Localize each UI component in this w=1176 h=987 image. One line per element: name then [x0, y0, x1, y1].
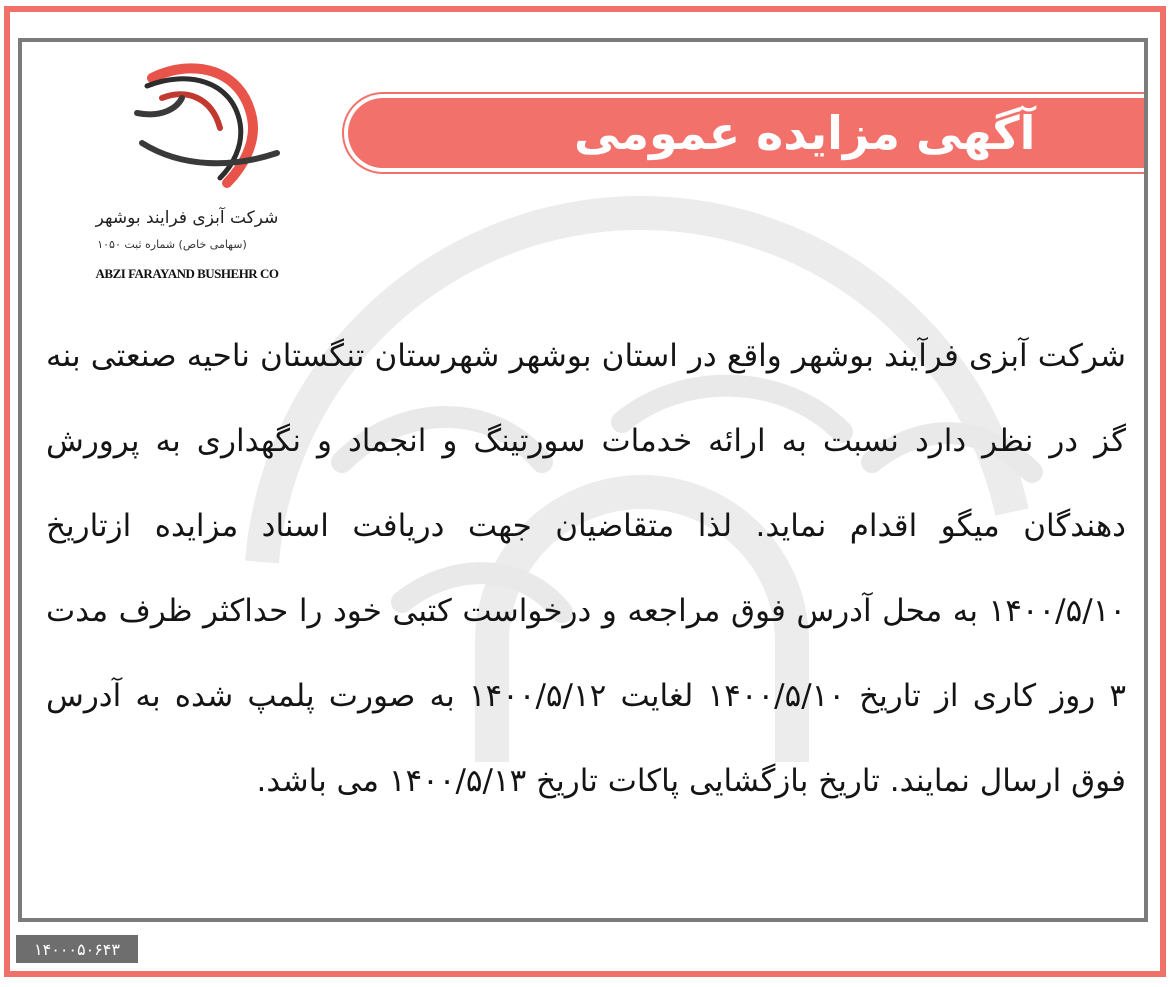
- page-title: آگهی مزایده عمومی: [574, 106, 1036, 160]
- company-registration: (سهامی خاص) شماره ثبت ۱۰۵۰: [97, 238, 247, 251]
- notice-frame: [18, 38, 1148, 922]
- notice-code-badge: ۱۴۰۰۰۵۰۶۴۳: [16, 935, 138, 963]
- company-logo-icon: [132, 58, 282, 198]
- title-banner: [344, 94, 1148, 172]
- company-name-fa: شرکت آبزی فرایند بوشهر: [95, 208, 279, 228]
- company-logo-block: [42, 58, 332, 298]
- notice-body: شرکت آبزی فرآیند بوشهر واقع در استان بوشهر شهرستان تنگستان ناحیه صنعتی بنه گز در نظر دارد نسبت به ارائه خدمات سورتینگ و انجماد و نگهداری به پرورش دهندگان میگو اقدام نماید. لذا متقاضیان جهت دریافت اسناد مزایده ازتاریخ ۱۴۰۰/۵/۱۰ به محل آدرس فوق مراجعه و درخواست کتبی خود را حداکثر ظرف مدت ۳ روز کاری از تاریخ ۱۴۰۰/۵/۱۰ لغایت ۱۴۰۰/۵/۱۲ به صورت پلمپ شده به آدرس فوق ارسال نمایند. تاریخ بازگشایی پاکات تاریخ ۱۴۰۰/۵/۱۳ می باشد.: [46, 338, 1126, 799]
- company-name-en: ABZI FARAYAND BUSHEHR CO: [95, 266, 279, 281]
